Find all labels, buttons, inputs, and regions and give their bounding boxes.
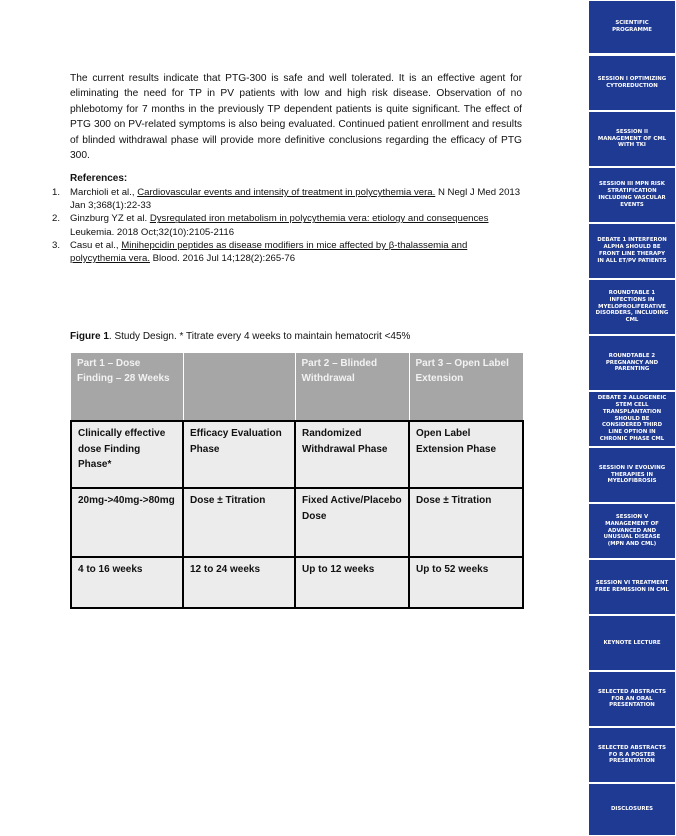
references-title: References: bbox=[70, 173, 128, 184]
reference-number: 1. bbox=[52, 187, 61, 198]
nav-session-2[interactable]: SESSION II MANAGEMENT OF CML WITH TKI bbox=[589, 112, 675, 166]
figure-caption bbox=[70, 331, 410, 342]
reference-item bbox=[52, 186, 522, 212]
nav-session-5[interactable]: SESSION V MANAGEMENT OF ADVANCED AND UNUSUAL DISEASE (MPN AND CML) bbox=[589, 504, 675, 558]
nav-session-4[interactable]: SESSION IV EVOLVING THERAPIES IN MYELOFIBROSIS bbox=[589, 448, 675, 502]
programme-sidebar bbox=[588, 0, 676, 836]
reference-authors: Ginzburg YZ et al. bbox=[70, 213, 150, 225]
reference-item bbox=[52, 212, 522, 238]
nav-roundtable-2[interactable]: ROUNDTABLE 2 PREGNANCY AND PARENTING bbox=[589, 336, 675, 390]
table-cell: Efficacy Evaluation Phase bbox=[183, 421, 295, 488]
table-cell: Dose ± Titration bbox=[409, 488, 523, 557]
nav-roundtable-1[interactable]: ROUNDTABLE 1 INFECTIONS IN MYELOPROLIFERATIVE DISORDERS, INCLUDING CML bbox=[589, 280, 675, 334]
nav-keynote-lecture[interactable]: KEYNOTE LECTURE bbox=[589, 616, 675, 670]
table-cell: Open Label Extension Phase bbox=[409, 421, 523, 488]
table-cell: 20mg->40mg->80mg bbox=[71, 488, 183, 557]
reference-number: 2. bbox=[52, 213, 61, 225]
table-header-cell: Part 3 – Open Label Extension bbox=[409, 353, 523, 421]
reference-authors: Casu et al., bbox=[70, 239, 122, 251]
table-cell: Up to 12 weeks bbox=[295, 557, 409, 608]
nav-oral-abstracts[interactable]: SELECTED ABSTRACTS FOR AN ORAL PRESENTATION bbox=[589, 672, 675, 726]
nav-session-3[interactable]: SESSION III MPN RISK STRATIFICATION INCLUDING VASCULAR EVENTS bbox=[589, 168, 675, 222]
nav-scientific-programme[interactable]: SCIENTIFIC PROGRAMME bbox=[589, 1, 675, 53]
table-cell: Clinically effective dose Finding Phase* bbox=[71, 421, 183, 488]
nav-disclosures[interactable]: DISCLOSURES bbox=[589, 784, 675, 835]
nav-debate-1[interactable]: DEBATE 1 INTERFERON ALPHA SHOULD BE FRONT LINE THERAPY IN ALL ET/PV PATIENTS bbox=[589, 224, 675, 278]
table-cell: Up to 52 weeks bbox=[409, 557, 523, 608]
figure-label: Figure 1 bbox=[70, 331, 109, 342]
table-row bbox=[71, 488, 523, 557]
table-header-row bbox=[71, 353, 523, 421]
nav-debate-2[interactable]: DEBATE 2 ALLOGENEIC STEM CELL TRANSPLANTATION SHOULD BE CONSIDERED THIRD LINE OPTION IN CHRONIC PHASE CML bbox=[589, 392, 675, 446]
table-header-cell: Part 1 – Dose Finding – 28 Weeks bbox=[71, 353, 183, 421]
reference-number: 3. bbox=[52, 239, 61, 251]
reference-item bbox=[52, 239, 522, 265]
reference-source: Leukemia. 2018 Oct;32(10):2105-2116 bbox=[70, 226, 235, 238]
reference-source: Blood. 2016 Jul 14;128(2):265-76 bbox=[149, 253, 296, 265]
figure-caption-text: . Study Design. * Titrate every 4 weeks to maintain hematocrit <45% bbox=[108, 331, 411, 342]
table-header-cell bbox=[183, 353, 295, 421]
reference-link[interactable]: Cardiovascular events and intensity of treatment in polycythemia vera. bbox=[137, 187, 436, 198]
table-cell: Randomized Withdrawal Phase bbox=[295, 421, 409, 488]
reference-link[interactable]: Minihepcidin peptides as disease modifiers in mice affected by β-thalassemia and polycythemia vera. bbox=[70, 239, 468, 265]
references-list bbox=[52, 186, 522, 265]
reference-link[interactable]: Dysregulated iron metabolism in polycythemia vera: etiology and consequences bbox=[149, 213, 489, 225]
nav-session-6[interactable]: SESSION VI TREATMENT FREE REMISSION IN CML bbox=[589, 560, 675, 614]
table-cell: Fixed Active/Placebo Dose bbox=[295, 488, 409, 557]
conclusion-paragraph: The current results indicate that PTG-300 is safe and well tolerated. It is an effective agent for eliminating the need for TP in PV patients with low and high risk disease. Observation of no phlebotomy for 7 months in the previously TP dependent patients is quite significant. The effect of PTG 300 on PV-related symptoms is also being evaluated. Continued patient enrollment and results of blinded withdrawal phase will provide more definitive conclusions regarding the efficacy of PTG 300. bbox=[70, 73, 522, 162]
reference-authors: Marchioli et al., bbox=[70, 187, 138, 198]
reference-source: N Negl J Med 2013 Jan 3;368(1):22-33 bbox=[70, 187, 521, 212]
table-row bbox=[71, 557, 523, 608]
nav-poster-abstracts[interactable]: SELECTED ABSTRACTS FO R A POSTER PRESENTATION bbox=[589, 728, 675, 782]
table-cell: Dose ± Titration bbox=[183, 488, 295, 557]
table-cell: 4 to 16 weeks bbox=[71, 557, 183, 608]
table-row bbox=[71, 421, 523, 488]
table-cell: 12 to 24 weeks bbox=[183, 557, 295, 608]
study-design-table bbox=[70, 353, 524, 609]
table-header-cell: Part 2 – Blinded Withdrawal bbox=[295, 353, 409, 421]
nav-session-1[interactable]: SESSION I OPTIMIZING CYTOREDUCTION bbox=[589, 56, 675, 110]
